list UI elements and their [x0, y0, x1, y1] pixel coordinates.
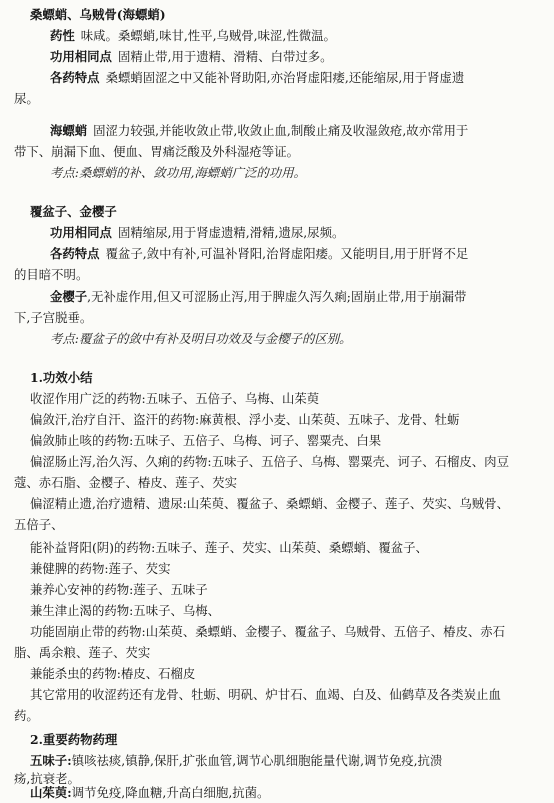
summary-line: 兼能杀虫的药物:椿皮、石榴皮	[30, 666, 196, 681]
body-text: 调节免疫,降血糖,升高白细胞,抗菌。	[71, 785, 270, 800]
common-function-line	[50, 224, 344, 243]
section-heading: 2.重要药物药理	[30, 732, 118, 747]
jinyingzi-line-cont: 下,子宫脱垂。	[14, 310, 93, 325]
exam-note: 考点:覆盆子的敛中有补及明目功效及与金樱子的区别。	[50, 331, 352, 346]
section-heading: 桑螵蛸、乌贼骨(海螵蛸)	[30, 7, 166, 22]
section-heading: 覆盆子、金樱子	[30, 204, 117, 219]
term-label: 各药特点	[50, 70, 100, 85]
summary-line: 偏敛汗,治疗自汗、盗汗的药物:麻黄根、浮小麦、山茱萸、五味子、龙骨、牡蛎	[30, 412, 460, 427]
summary-line: 偏涩肠止泻,治久泻、久痢的药物:五味子、五倍子、乌梅、罂粟壳、诃子、石榴皮、肉豆	[30, 454, 509, 469]
summary-line-cont: 蔻、赤石脂、金樱子、椿皮、莲子、芡实	[14, 475, 238, 490]
term-label: 金樱子	[50, 289, 88, 304]
body-text: 桑螵蛸固涩之中又能补肾助阳,亦治肾虚阳痿,还能缩尿,用于肾虚遗	[105, 70, 465, 85]
jinyingzi-line	[50, 288, 466, 307]
body-text: 覆盆子,敛中有补,可温补肾阳,治肾虚阳痿。又能明目,用于肝肾不足	[105, 246, 469, 261]
summary-line: 偏涩精止遗,治疗遗精、遗尿:山茱萸、覆盆子、桑螵蛸、金樱子、莲子、芡实、乌贼骨、	[30, 496, 509, 511]
summary-line: 兼生津止渴的药物:五味子、乌梅、	[30, 603, 221, 618]
term-label: 药性	[50, 28, 75, 43]
body-text: 镇咳祛痰,镇静,保肝,扩张血管,调节心肌细胞能量代谢,调节免疫,抗溃	[71, 753, 443, 768]
property-line	[50, 27, 336, 46]
feature-line	[50, 69, 464, 88]
summary-line-cont: 五倍子、	[14, 517, 64, 532]
body-text: 固精缩尿,用于肾虚遗精,滑精,遗尿,尿频。	[117, 225, 345, 240]
summary-line: 兼养心安神的药物:莲子、五味子	[30, 582, 208, 597]
feature-line-cont: 的目暗不明。	[14, 267, 89, 282]
term-label: 海螵蛸	[50, 123, 88, 138]
body-text: ,无补虚作用,但又可涩肠止泻,用于脾虚久泻久痢;固崩止带,用于崩漏带	[87, 289, 467, 304]
body-text: 味咸。桑螵蛸,味甘,性平,乌贼骨,味涩,性微温。	[80, 28, 336, 43]
term-label: 山茱萸:	[30, 785, 72, 800]
term-label: 五味子:	[30, 753, 72, 768]
pharmacology-line	[30, 784, 269, 803]
summary-line: 偏敛肺止咳的药物:五味子、五倍子、乌梅、诃子、罂粟壳、白果	[30, 433, 382, 448]
body-text: 固涩力较强,并能收敛止带,收敛止血,制酸止痛及收湿敛疮,故亦常用于	[93, 123, 469, 138]
common-function-line	[50, 48, 333, 67]
summary-line-cont: 药。	[14, 708, 39, 723]
summary-line-cont: 脂、禹余粮、莲子、芡实	[14, 645, 151, 660]
section-heading: 1.功效小结	[30, 370, 93, 385]
pharmacology-line	[30, 752, 442, 771]
summary-line: 其它常用的收涩药还有龙骨、牡蛎、明矾、炉甘石、血竭、白及、仙鹤草及各类炭止血	[30, 687, 501, 702]
term-label: 功用相同点	[50, 225, 112, 240]
exam-note: 考点:桑螵蛸的补、敛功用,海螵蛸广泛的功用。	[50, 165, 306, 180]
haipiaoxiao-line-cont: 带下、崩漏下血、便血、胃痛泛酸及外科湿疮等证。	[14, 144, 299, 159]
feature-line-cont: 尿。	[14, 91, 39, 106]
feature-line	[50, 245, 468, 264]
summary-line: 兼健脾的药物:莲子、芡实	[30, 561, 171, 576]
term-label: 各药特点	[50, 246, 100, 261]
haipiaoxiao-line	[50, 122, 468, 141]
body-text: 固精止带,用于遗精、滑精、白带过多。	[117, 49, 333, 64]
summary-line: 功能固崩止带的药物:山茱萸、桑螵蛸、金樱子、覆盆子、乌贼骨、五倍子、椿皮、赤石	[30, 624, 506, 639]
term-label: 功用相同点	[50, 49, 112, 64]
summary-line: 收涩作用广泛的药物:五味子、五倍子、乌梅、山茱萸	[30, 391, 320, 406]
pharmacology-line-cont: 疡,抗衰老。	[14, 771, 80, 786]
summary-line: 能补益肾阳(阴)的药物:五味子、莲子、芡实、山茱萸、桑螵蛸、覆盆子、	[30, 540, 428, 555]
